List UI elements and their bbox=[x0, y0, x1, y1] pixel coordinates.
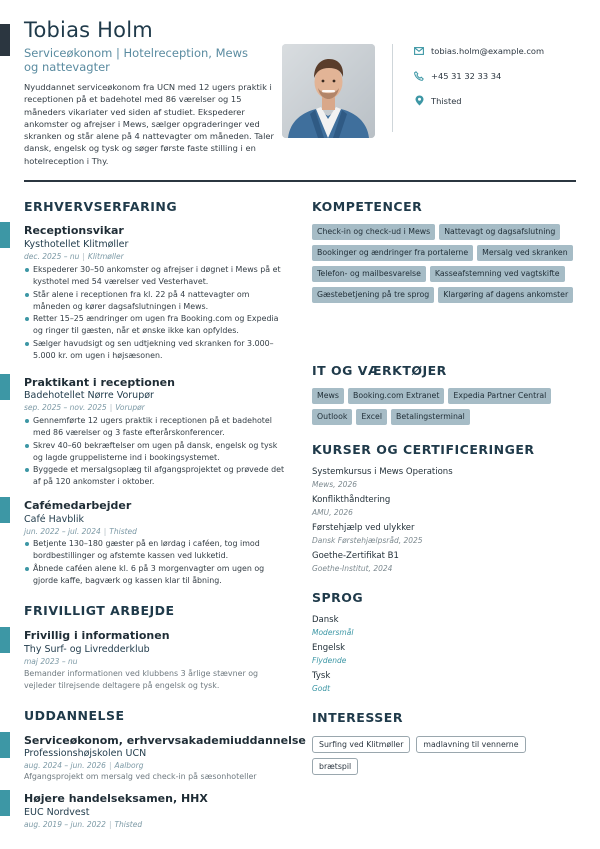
job-marker bbox=[0, 497, 10, 523]
interest-chip: brætspil bbox=[312, 758, 358, 775]
job-company: Kysthotellet Klitmøller bbox=[24, 239, 129, 250]
header-rule bbox=[24, 180, 576, 182]
job-meta: sep. 2025 – nov. 2025 | Vorupør bbox=[24, 403, 145, 412]
interests-heading: INTERESSER bbox=[312, 710, 403, 725]
education-degree: Højere handelseksamen, HHX bbox=[24, 792, 208, 805]
skill-chip: Kasseafstemning ved vagtskifte bbox=[430, 266, 565, 282]
job-bullets bbox=[24, 538, 286, 587]
education-location: Aalborg bbox=[114, 761, 144, 770]
interests-chips bbox=[312, 736, 582, 780]
job-meta: dec. 2025 – nu | Klitmøller bbox=[24, 252, 124, 261]
header-divider bbox=[392, 44, 393, 132]
job-location: Klitmøller bbox=[87, 252, 124, 261]
education-dates: aug. 2024 – jun. 2026 bbox=[24, 761, 106, 770]
role-line-2: og nattevagter bbox=[24, 60, 110, 74]
skill-chip: Check-in og check-ud i Mews bbox=[312, 224, 435, 240]
candidate-role bbox=[24, 46, 276, 74]
it-chips bbox=[312, 388, 582, 430]
course-provider: Mews, 2026 bbox=[312, 480, 357, 489]
language-level: Godt bbox=[312, 684, 331, 693]
languages-heading: SPROG bbox=[312, 590, 364, 605]
education-location: Thisted bbox=[114, 820, 143, 829]
contact-location bbox=[414, 94, 590, 107]
phone-icon bbox=[414, 71, 424, 81]
job-marker bbox=[0, 374, 10, 400]
skill-chip: Telefon- og mailbesvarelse bbox=[312, 266, 426, 282]
list-item: Åbnede caféen alene kl. 6 på 3 morgenvagter om ugen og gjorde kaffe, bagværk og kassen klar til åbning. bbox=[24, 563, 286, 588]
job-company: Badehotellet Nørre Vorupør bbox=[24, 390, 154, 401]
location-pin-icon bbox=[414, 96, 424, 106]
education-school: Professionshøjskolen UCN bbox=[24, 748, 147, 759]
job-location: Thisted bbox=[109, 527, 137, 536]
education-dates: aug. 2019 – jun. 2022 bbox=[24, 820, 106, 829]
skill-chip: Gæstebetjening på tre sprog bbox=[312, 287, 434, 303]
education-heading: UDDANNELSE bbox=[24, 708, 125, 723]
tool-chip: Outlook bbox=[312, 409, 352, 425]
header-accent-bar bbox=[0, 24, 10, 56]
job-dates: sep. 2025 – nov. 2025 bbox=[24, 403, 107, 412]
education-school: EUC Nordvest bbox=[24, 807, 90, 818]
education-marker bbox=[0, 732, 10, 758]
education-note: Afgangsprojekt om mersalg ved check-in på sæsonhoteller bbox=[24, 772, 257, 781]
list-item: Betjente 130–180 gæster på en lørdag i caféen, tog imod bordbestillinger og afstemte kassen ved lukketid. bbox=[24, 538, 286, 563]
language-name: Engelsk bbox=[312, 643, 346, 653]
job-marker bbox=[0, 222, 10, 248]
interest-chip: Surfing ved Klitmøller bbox=[312, 736, 410, 753]
profile-photo bbox=[282, 44, 375, 138]
portrait-image bbox=[282, 44, 375, 138]
course-provider: AMU, 2026 bbox=[312, 508, 353, 517]
contact-info bbox=[414, 44, 590, 119]
role-line-1: Serviceøkonom | Hotelreception, Mews bbox=[24, 46, 248, 60]
job-title: Receptionsvikar bbox=[24, 224, 124, 237]
language-level: Flydende bbox=[312, 656, 347, 665]
job-company: Café Havblik bbox=[24, 514, 85, 525]
list-item: Skrev 40–60 bekræftelser om ugen på dansk, engelsk og tysk og lagde gruppelisterne ind i bookingsystemet. bbox=[24, 440, 286, 465]
volunteer-org: Thy Surf- og Livredderklub bbox=[24, 644, 150, 655]
language-name: Tysk bbox=[312, 671, 331, 681]
courses-heading: KURSER OG CERTIFICERINGER bbox=[312, 442, 535, 457]
email-text: tobias.holm@example.com bbox=[431, 45, 545, 56]
language-level: Modersmål bbox=[312, 628, 354, 637]
volunteer-role: Frivillig i informationen bbox=[24, 629, 170, 642]
language-name: Dansk bbox=[312, 615, 339, 625]
tool-chip: Mews bbox=[312, 388, 344, 404]
course-name: Goethe-Zertifikat B1 bbox=[312, 551, 399, 561]
volunteer-marker bbox=[0, 627, 10, 653]
education-meta: aug. 2024 – jun. 2026 | Aalborg bbox=[24, 761, 144, 770]
education-marker bbox=[0, 790, 10, 816]
tool-chip: Betalingsterminal bbox=[391, 409, 470, 425]
list-item: Gennemførte 12 ugers praktik i receptionen på et badehotel med 86 værelser og 3 faste efterårskonferencer. bbox=[24, 415, 286, 440]
education-meta: aug. 2019 – jun. 2022 | Thisted bbox=[24, 820, 143, 829]
job-meta: jun. 2022 – jul. 2024 | Thisted bbox=[24, 527, 137, 536]
skill-chip: Bookinger og ændringer fra portalerne bbox=[312, 245, 473, 261]
contact-email[interactable] bbox=[414, 44, 590, 57]
profile-summary: Nyuddannet serviceøkonom fra UCN med 12 ugers praktik i receptionen på et badehotel med 86 værelser og 15 måneders vikariater ved siden af studiet. Ekspederer ankomster og afrejser i Mews, sælger opgraderinger ved skranken og står alene på 4 nattevagter om måneden. Taler dansk, engelsk og tysk og søger første faste stilling i en hotelreception i Thy. bbox=[24, 82, 274, 166]
tool-chip: Expedia Partner Central bbox=[448, 388, 551, 404]
interest-chip: madlavning til vennerne bbox=[416, 736, 525, 753]
candidate-name: Tobias Holm bbox=[24, 18, 153, 42]
job-bullets bbox=[24, 415, 286, 489]
course-provider: Goethe-Institut, 2024 bbox=[312, 564, 393, 573]
skill-chip: Mersalg ved skranken bbox=[477, 245, 572, 261]
skill-chip: Klargøring af dagens ankomster bbox=[438, 287, 573, 303]
job-bullets bbox=[24, 264, 286, 362]
mail-icon bbox=[414, 46, 424, 56]
tool-chip: Excel bbox=[356, 409, 387, 425]
phone-text: +45 31 32 33 34 bbox=[431, 70, 502, 81]
job-dates: dec. 2025 – nu bbox=[24, 252, 80, 261]
list-item: Byggede et mersalgsoplæg til afgangsprojektet og prøvede det af på 120 ankomster i oktober. bbox=[24, 464, 286, 489]
list-item: Sælger havudsigt og sen udtjekning ved skranken for 3.000–5.000 kr. om ugen i højsæsonen. bbox=[24, 338, 286, 363]
skills-chips bbox=[312, 224, 582, 308]
job-title: Cafémedarbejder bbox=[24, 499, 132, 512]
it-heading: IT OG VÆRKTØJER bbox=[312, 363, 447, 378]
job-title: Praktikant i receptionen bbox=[24, 376, 175, 389]
list-item: Retter 15–25 ændringer om ugen fra Booking.com og Expedia og ringer til gæsten, når et ønske ikke kan opfyldes. bbox=[24, 313, 286, 338]
job-dates: jun. 2022 – jul. 2024 bbox=[24, 527, 101, 536]
job-location: Vorupør bbox=[115, 403, 145, 412]
volunteer-dates: maj 2023 – nu bbox=[24, 657, 78, 666]
skills-heading: KOMPETENCER bbox=[312, 199, 423, 214]
volunteer-heading: FRIVILLIGT ARBEJDE bbox=[24, 603, 175, 618]
experience-heading: ERHVERVSERFARING bbox=[24, 199, 178, 214]
course-name: Systemkursus i Mews Operations bbox=[312, 467, 453, 477]
header bbox=[24, 18, 276, 167]
volunteer-text: Bemander informationen ved klubbens 3 årlige stævner og vejleder tilrejsende deltagere på engelsk og tysk. bbox=[24, 669, 259, 691]
education-degree: Serviceøkonom, erhvervsakademiuddannelse bbox=[24, 734, 306, 747]
tool-chip: Booking.com Extranet bbox=[348, 388, 444, 404]
course-provider: Dansk Førstehjælpsråd, 2025 bbox=[312, 536, 423, 545]
skill-chip: Nattevagt og dagsafslutning bbox=[439, 224, 560, 240]
course-name: Konflikthåndtering bbox=[312, 495, 391, 505]
list-item: Ekspederer 30–50 ankomster og afrejser i døgnet i Mews på et kysthotel med 54 værelser ved Vesterhavet. bbox=[24, 264, 286, 289]
contact-phone[interactable] bbox=[414, 69, 590, 82]
location-text: Thisted bbox=[431, 95, 462, 106]
list-item: Står alene i receptionen fra kl. 22 på 4 nattevagter om måneden og kører dagsafslutningen i Mews. bbox=[24, 289, 286, 314]
course-name: Førstehjælp ved ulykker bbox=[312, 523, 415, 533]
